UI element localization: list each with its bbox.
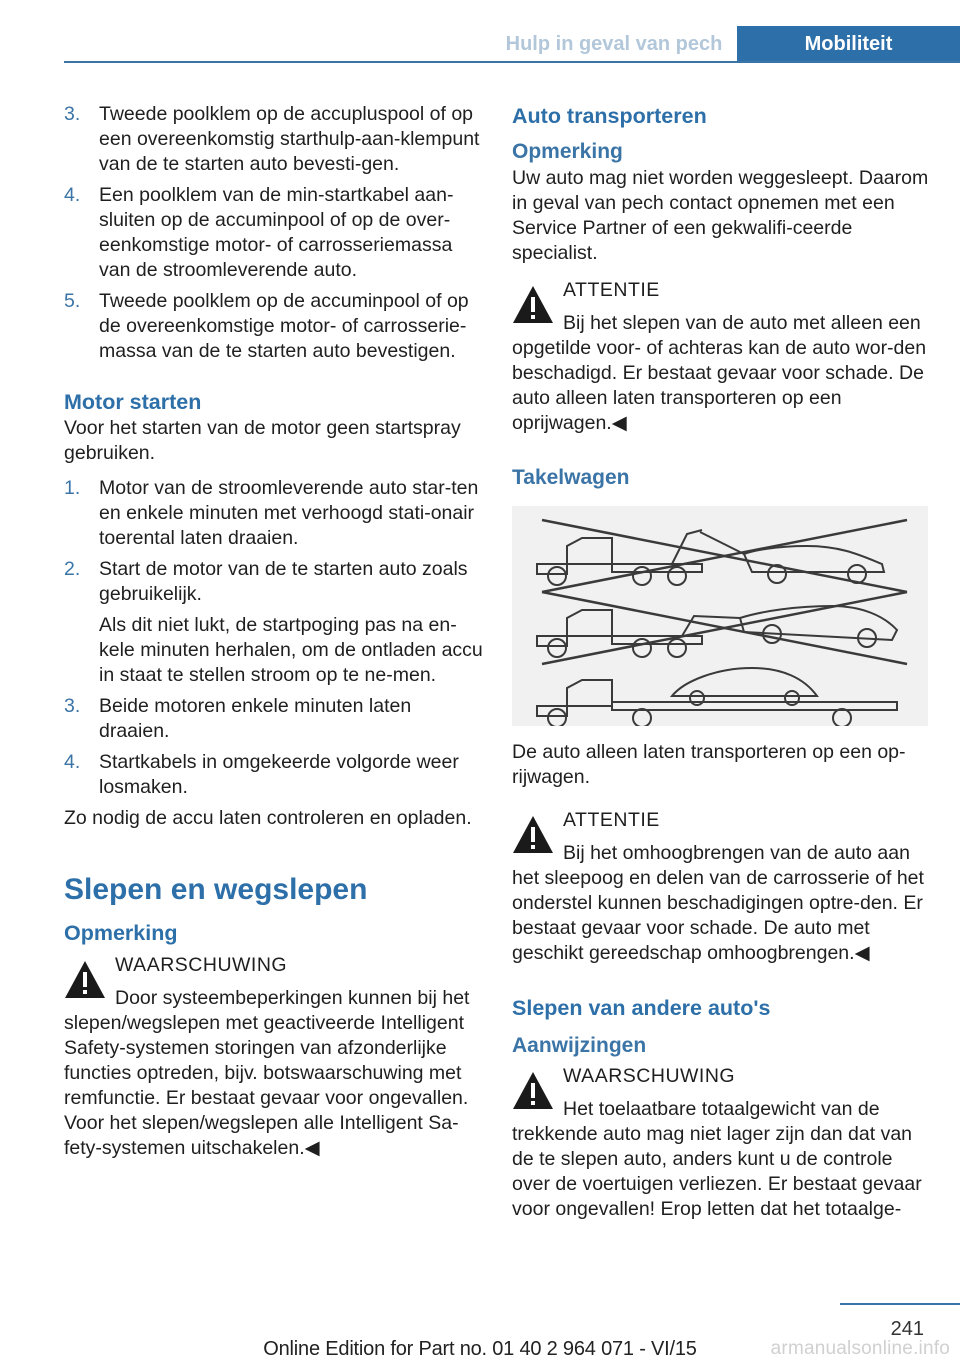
cross-mark-1 (542, 520, 907, 592)
opmerking-heading: Opmerking (64, 921, 178, 945)
step-text: Startkabels in omgekeerde volgorde weer losmaken. (99, 751, 459, 798)
footer-rule (840, 1303, 960, 1305)
step-number: 4. (64, 184, 81, 206)
motor-intro-text: Voor het starten van de motor geen startspray gebruiken. (64, 417, 461, 464)
attention-block-2 (512, 808, 932, 966)
attention-title: ATTENTIE (563, 279, 660, 301)
step-text: Beide motoren enkele minuten laten draaien. (99, 695, 412, 742)
step-text: Tweede poolklem op de accuminpool of op de overeenkomstige motor- of carrosserie-massa van de te starten auto bevestigen. (99, 290, 469, 362)
step-number: 4. (64, 751, 81, 773)
step-text: Een poolklem van de min-startkabel aan-sluiten op de accuminpool of op de over-eenkomstige motor- of carrosseriemassa van de stroomleverende auto. (99, 184, 454, 281)
list-item (64, 476, 484, 551)
slepen-heading: Slepen en wegslepen (64, 873, 368, 906)
attention-title: ATTENTIE (563, 809, 660, 831)
towing-diagram (512, 506, 928, 726)
step-text: Tweede poolklem op de accupluspool of op een overeenkomstig starthulp-aan-klempunt van de te starten auto bevesti-gen. (99, 103, 480, 175)
motor-starten-heading: Motor starten (64, 390, 202, 414)
attention-text-first: Bij het omhoogbrengen van de auto aan (563, 842, 910, 864)
step-number: 1. (64, 477, 81, 499)
flatbed-truck (537, 668, 897, 726)
warning-text-first: Door systeembeperkingen kunnen bij het (115, 987, 470, 1009)
left-column (64, 102, 484, 1161)
warning-icon (512, 1070, 554, 1112)
step-text: Start de motor van de te starten auto zoals gebruikelijk. (99, 558, 468, 605)
opmerking-text: Uw auto mag niet worden weggesleept. Daarom in geval van pech contact opnemen met een Service Partner of een gekwalifi-ceerde specialist. (512, 167, 929, 264)
other-cars-heading: Slepen van andere auto's (512, 996, 771, 1020)
chapter-tab: Mobiliteit (737, 26, 960, 62)
warning-icon (512, 284, 554, 326)
list-item (64, 183, 484, 283)
page-header (0, 0, 960, 62)
auto-transporteren-heading: Auto transporteren (512, 104, 707, 128)
figure-caption: De auto alleen laten transporteren op een op-rijwagen. (512, 741, 906, 788)
start-steps (64, 476, 484, 800)
warning-text-first: Het toelaatbare totaalgewicht van de (563, 1098, 880, 1120)
attention-block-1 (512, 278, 932, 436)
connection-steps (64, 102, 484, 364)
attention-text-first: Bij het slepen van de auto met alleen een (563, 312, 921, 334)
cross-mark-2 (542, 592, 907, 664)
step-number: 5. (64, 290, 81, 312)
right-column (512, 102, 932, 1222)
step-text: Motor van de stroomleverende auto star-ten en enkele minuten met verhoogd stati-onair toerental laten draaien. (99, 477, 479, 549)
header-rule (64, 61, 960, 63)
warning-block (64, 953, 484, 1161)
attention-text: het sleepoog en delen van de carrosserie of het onderstel kunnen beschadigingen optre-den. Er bestaat gevaar voor schade. De auto met geschikt gereedschap omhoogbrengen.◀ (512, 867, 924, 964)
edition-line: Online Edition for Part no. 01 40 2 964 071 - VI/15 (263, 1338, 697, 1360)
step-number: 2. (64, 558, 81, 580)
warning-icon (64, 959, 106, 1001)
takelwagen-heading: Takelwagen (512, 466, 630, 489)
warning-text: trekkende auto mag niet lager zijn dan dat van de te slepen auto, anders kunt u de controle over de voertuigen verliezen. Er bestaat gevaar voor ongevallen! Erop letten dat het totaalge- (512, 1123, 922, 1220)
opmerking-heading: Opmerking (512, 140, 623, 163)
step-number: 3. (64, 695, 81, 717)
list-item (64, 557, 484, 688)
list-item (64, 289, 484, 364)
step-subtext: Als dit niet lukt, de startpoging pas na en-kele minuten herhalen, om de ontladen accu in staat te stellen stroom op te ne-men. (99, 614, 483, 686)
closing-text: Zo nodig de accu laten controleren en opladen. (64, 807, 472, 829)
step-number: 3. (64, 103, 81, 125)
page-number: 241 (890, 1318, 924, 1340)
towing-illustration (512, 506, 928, 726)
warning-title: WAARSCHUWING (563, 1065, 736, 1087)
watermark: armanualsonline.info (770, 1338, 950, 1359)
warning-text: slepen/wegslepen met geactiveerde Intelligent Safety-systemen storingen van afzonderlijke functies optreden, bijv. botswaarschuwing met remfunctie. Er bestaat gevaar voor ongevallen. Voor het slepen/wegslepen alle Intelligent Sa-fety-systemen uitschakelen.◀ (64, 1012, 469, 1159)
attention-text: opgetilde voor- of achteras kan de auto wor-den beschadigd. Er bestaat gevaar voor schade. De auto alleen laten transporteren op een oprijwagen.◀ (512, 337, 927, 434)
tow-truck-lift-rear (537, 606, 897, 657)
warning-icon (512, 814, 554, 856)
list-item (64, 694, 484, 744)
warning-title: WAARSCHUWING (115, 954, 288, 976)
list-item (64, 750, 484, 800)
list-item (64, 102, 484, 177)
warning-block (512, 1064, 932, 1222)
aanwijzingen-heading: Aanwijzingen (512, 1034, 647, 1057)
section-tab: Hulp in geval van pech (493, 26, 735, 62)
